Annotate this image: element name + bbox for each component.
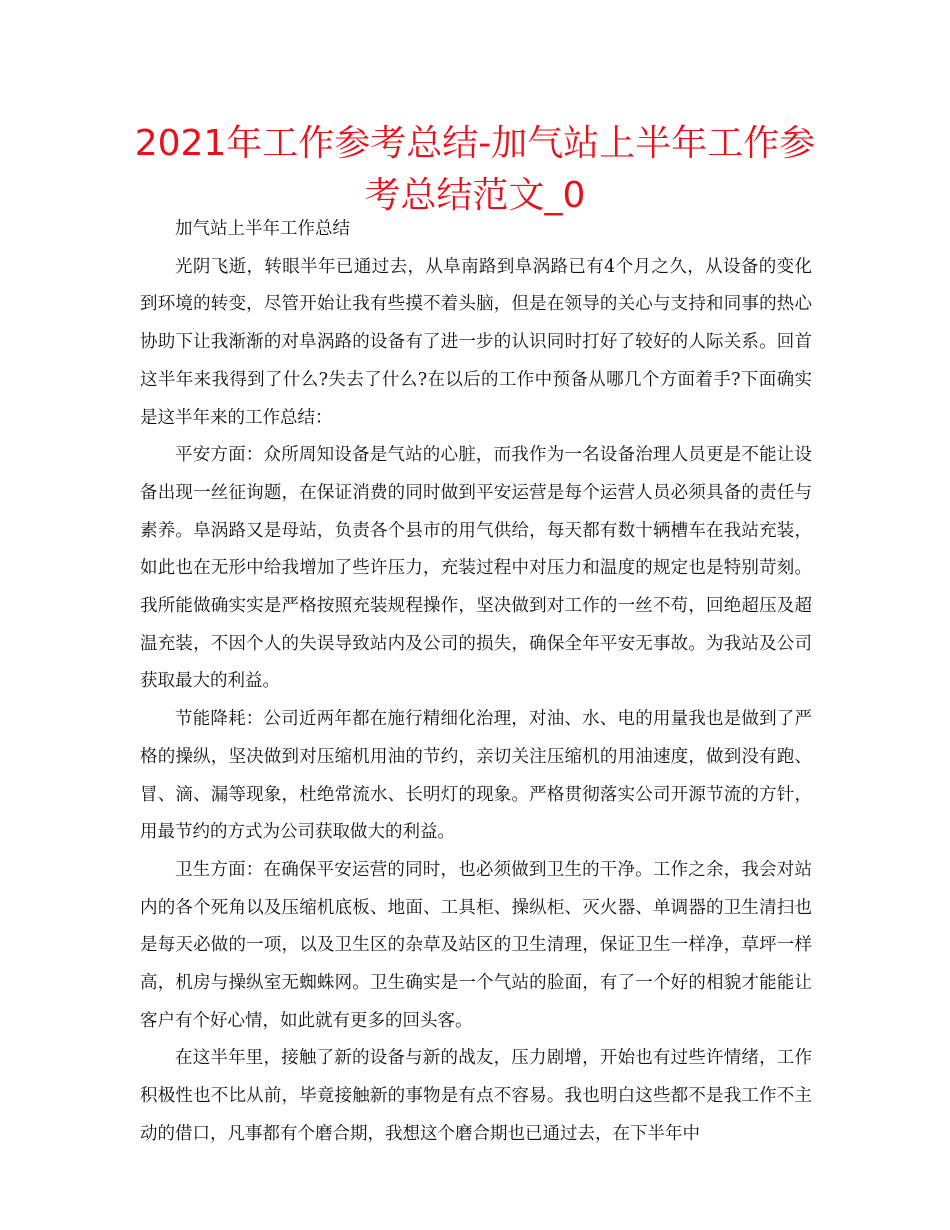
paragraph-energy-saving: 节能降耗：公司近两年都在施行精细化治理，对油、水、电的用量我也是做到了严格的操纵，坚决做到对压缩机用油的节约，亲切关注压缩机的用油速度，做到没有跑、冒、滴、漏等现象，杜绝常流水、长明灯的现象。严格贯彻落实公司开源节流的方针，用最节约的方式为公司获取做大的利益。: [140, 709, 812, 843]
paragraph-intro: 光阴飞逝，转眼半年已通过去，从阜南路到阜涡路已有4个月之久，从设备的变化到环境的转变，尽管开始让我有些摸不着头脑，但是在领导的关心与支持和同事的热心协助下让我渐渐的对阜涡路的设备有了进一步的认识同时打好了较好的人际关系。回首这半年来我得到了什么?失去了什么?在以后的工作中预备从哪几个方面着手?下面确实是这半年来的工作总结：: [140, 256, 812, 428]
section-heading: 加气站上半年工作总结: [175, 219, 350, 239]
document-body: [140, 211, 812, 1154]
paragraph-safety: 平安方面：众所周知设备是气站的心脏，而我作为一名设备治理人员更是不能让设备出现一丝征询题，在保证消费的同时做到平安运营是每个运营人员必须具备的责任与素养。阜涡路又是母站，负责各个县市的用气供给，每天都有数十辆槽车在我站充装，如此也在无形中给我增加了些许压力，充装过程中对压力和温度的规定也是特别苛刻。我所能做确实实是严格按照充装规程操作，坚决做到对工作的一丝不苟，回绝超压及超温充装，不因个人的失误导致站内及公司的损失，确保全年平安无事故。为我站及公司获取最大的利益。: [140, 445, 812, 692]
paragraph-hygiene: 卫生方面：在确保平安运营的同时，也必须做到卫生的干净。工作之余，我会对站内的各个死角以及压缩机底板、地面、工具柜、操纵柜、灭火器、单调器的卫生清扫也是每天必做的一项，以及卫生区的杂草及站区的卫生清理，保证卫生一样净，草坪一样高，机房与操纵室无蜘蛛网。卫生确实是一个气站的脸面，有了一个好的相貌才能能让客户有个好心情，如此就有更多的回头客。: [140, 859, 812, 1031]
paragraph-reflection: 在这半年里，接触了新的设备与新的战友，压力剧增，开始也有过些许情绪，工作积极性也不比从前，毕竟接触新的事物是有点不容易。我也明白这些都不是我工作不主动的借口，凡事都有个磨合期，我想这个磨合期也已通过去，在下半年中: [140, 1048, 812, 1144]
document-title: 2021年工作参考总结-加气站上半年工作参考总结范文_0: [134, 123, 816, 216]
